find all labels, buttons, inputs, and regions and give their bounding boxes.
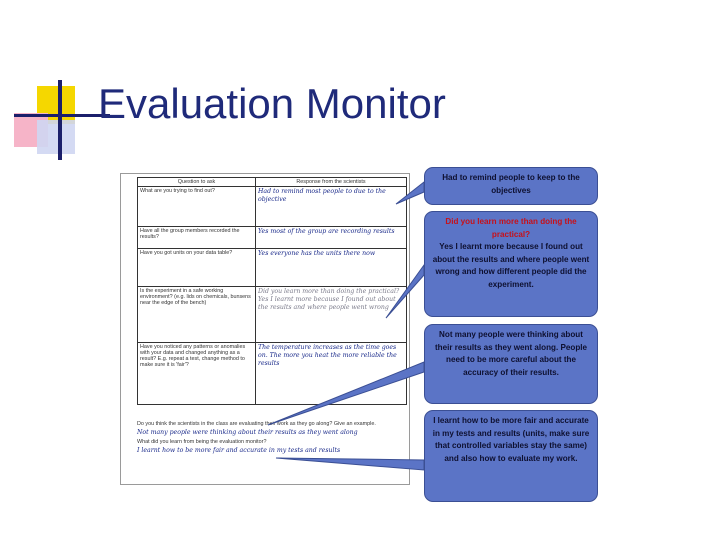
- bottom-question: Do you think the scientists in the class are evaluating their work as they go along? Give an example.: [137, 421, 376, 427]
- callout-accuracy: [424, 324, 598, 404]
- question-cell: Is the experiment in a safe working environment? (e.g. lids on chemicals, bunsens near the edge of the bench): [138, 287, 256, 343]
- response-cell: Did you learn more than doing the practical? Yes I learnt more because I found out about the results and where people went wrong: [256, 287, 407, 343]
- callout-learned-more: [424, 211, 598, 317]
- bottom-question: What did you learn from being the evaluation monitor?: [137, 439, 267, 445]
- question-cell: What are you trying to find out?: [138, 187, 256, 227]
- response-cell: Yes most of the group are recording results: [256, 227, 407, 249]
- question-cell: Have all the group members recorded the results?: [138, 227, 256, 249]
- callout-text: Had to remind people to keep to the objectives: [442, 173, 580, 195]
- callout-text: I learnt how to be more fair and accurate in my tests and results (units, make sure that controlled variables stay the same) and also how to evaluate my work.: [432, 416, 590, 463]
- column-header-response: Response from the scientists: [256, 178, 407, 187]
- pointer-callout-4: [276, 458, 424, 470]
- question-cell: Have you got units on your data table?: [138, 249, 256, 287]
- column-header-question: Question to ask: [138, 178, 256, 187]
- pointer-callout-2: [386, 265, 424, 318]
- callout-text: Yes I learnt more because I found out about the results and where people went wrong and how different people did the experiment.: [432, 242, 590, 289]
- question-cell: Have you noticed any patterns or anomalies with your data and changed anything as a result? E.g. repeat a test, change method to make sure it is 'fair'?: [138, 343, 256, 405]
- callout-text: Not many people were thinking about their results as they went along. People need to be more careful about the accuracy of their results.: [434, 330, 588, 377]
- bottom-answer: I learnt how to be more fair and accurate in my tests and results: [137, 447, 341, 454]
- response-cell: Yes everyone has the units there now: [256, 249, 407, 287]
- response-cell: The temperature increases as the time goes on. The more you heat the more reliable the results: [256, 343, 407, 405]
- callout-highlight-question: Did you learn more than doing the practical?: [445, 217, 577, 239]
- callout-what-learned: [424, 410, 598, 502]
- callout-objectives: [424, 167, 598, 205]
- slide-title: Evaluation Monitor: [98, 80, 446, 127]
- pointer-callout-3: [268, 362, 424, 425]
- response-cell: Had to remind most people to due to the objective: [256, 187, 407, 227]
- pointer-callout-1: [396, 182, 424, 204]
- bottom-answer: Not many people were thinking about their results as they went along: [137, 429, 358, 436]
